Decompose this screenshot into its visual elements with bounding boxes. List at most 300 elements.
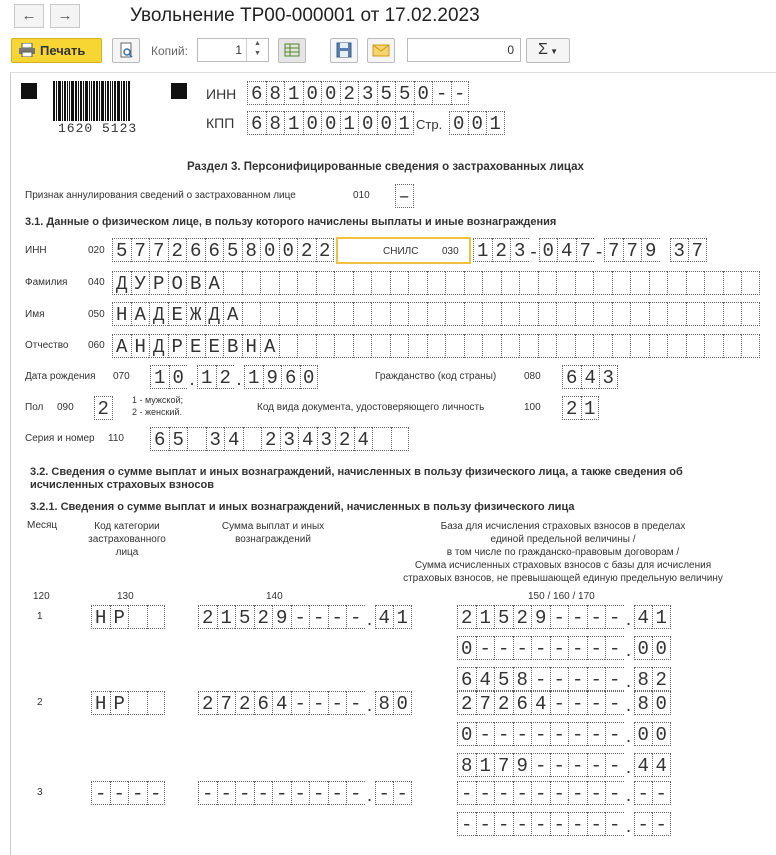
char-cell[interactable]: 7 (623, 238, 642, 262)
char-cell[interactable] (316, 302, 335, 326)
char-cell[interactable]: 0 (303, 111, 322, 135)
char-cell[interactable] (501, 334, 520, 358)
char-cell[interactable]: 3 (280, 427, 299, 451)
char-cell[interactable]: Р (149, 271, 168, 295)
char-cell[interactable]: 2 (335, 427, 354, 451)
char-cell[interactable]: - (254, 781, 273, 805)
char-cell[interactable]: 1 (486, 111, 505, 135)
char-cell[interactable]: Е (205, 334, 224, 358)
char-cell[interactable]: - (476, 781, 495, 805)
char-cell[interactable] (741, 302, 760, 326)
char-cell[interactable]: 8 (266, 111, 285, 135)
char-cell[interactable] (147, 605, 166, 629)
char-cell[interactable] (741, 271, 760, 295)
char-cell[interactable] (575, 334, 594, 358)
char-cell[interactable]: - (513, 781, 532, 805)
char-cell[interactable]: - (550, 605, 569, 629)
char-cell[interactable] (391, 427, 410, 451)
char-cell[interactable]: - (587, 605, 606, 629)
char-cell[interactable]: 6 (562, 365, 581, 389)
char-cell[interactable] (649, 334, 668, 358)
char-cell[interactable] (667, 271, 686, 295)
char-cell[interactable]: 9 (263, 365, 282, 389)
char-cell[interactable]: - (550, 753, 569, 777)
char-cell[interactable] (464, 271, 483, 295)
char-cell[interactable] (686, 302, 705, 326)
char-cell[interactable]: - (587, 691, 606, 715)
char-cell[interactable]: - (587, 667, 606, 691)
char-cell[interactable] (427, 334, 446, 358)
char-cell[interactable]: - (568, 812, 587, 836)
char-cell[interactable]: 2 (513, 605, 532, 629)
char-cell[interactable]: - (513, 722, 532, 746)
char-cell[interactable]: 2 (198, 605, 217, 629)
char-cell[interactable] (223, 271, 242, 295)
char-cell[interactable]: 6 (150, 427, 169, 451)
char-cell[interactable]: 7 (494, 753, 513, 777)
char-cell[interactable]: Н (112, 302, 131, 326)
char-cell[interactable]: 2 (652, 667, 671, 691)
print-button[interactable] (11, 38, 102, 63)
char-cell[interactable]: - (476, 722, 495, 746)
char-cell[interactable]: 4 (581, 365, 600, 389)
char-cell[interactable]: 4 (354, 427, 373, 451)
char-cell[interactable]: 6 (247, 81, 266, 105)
char-cell[interactable]: 1 (340, 111, 359, 135)
char-cell[interactable] (519, 334, 538, 358)
char-cell[interactable]: - (652, 812, 671, 836)
char-cell[interactable]: А (205, 271, 224, 295)
char-cell[interactable]: О (168, 271, 187, 295)
char-cell[interactable] (316, 271, 335, 295)
char-cell[interactable]: - (476, 636, 495, 660)
char-cell[interactable]: 0 (652, 722, 671, 746)
char-cell[interactable]: - (457, 781, 476, 805)
char-cell[interactable]: - (568, 636, 587, 660)
char-cell[interactable]: Ж (186, 302, 205, 326)
char-cell[interactable]: 2 (316, 238, 335, 262)
char-cell[interactable]: - (634, 812, 653, 836)
char-cell[interactable]: - (494, 636, 513, 660)
char-cell[interactable] (482, 302, 501, 326)
char-cell[interactable]: - (568, 667, 587, 691)
char-cell[interactable]: 0 (652, 636, 671, 660)
char-cell[interactable]: 0 (260, 238, 279, 262)
char-cell[interactable]: - (494, 781, 513, 805)
char-cell[interactable]: 3 (317, 427, 336, 451)
char-cell[interactable]: 7 (604, 238, 623, 262)
char-cell[interactable]: - (531, 781, 550, 805)
char-cell[interactable] (593, 302, 612, 326)
char-cell[interactable] (445, 302, 464, 326)
char-cell[interactable]: 0 (169, 365, 188, 389)
char-cell[interactable]: - (217, 781, 236, 805)
char-cell[interactable] (408, 302, 427, 326)
char-cell[interactable] (243, 427, 262, 451)
char-cell[interactable] (704, 302, 723, 326)
char-cell[interactable]: - (346, 605, 365, 629)
char-cell[interactable]: 6 (247, 111, 266, 135)
char-cell[interactable] (612, 302, 631, 326)
char-cell[interactable] (371, 302, 390, 326)
char-cell[interactable]: 4 (531, 691, 550, 715)
char-cell[interactable] (538, 334, 557, 358)
char-cell[interactable]: - (110, 781, 129, 805)
char-cell[interactable]: 5 (395, 81, 414, 105)
char-cell[interactable]: Р (110, 691, 129, 715)
char-cell[interactable]: Е (186, 334, 205, 358)
char-cell[interactable]: 5 (494, 605, 513, 629)
char-cell[interactable]: - (235, 781, 254, 805)
char-cell[interactable]: Н (242, 334, 261, 358)
char-cell[interactable] (649, 271, 668, 295)
char-cell[interactable]: 1 (581, 396, 600, 420)
char-cell[interactable] (593, 271, 612, 295)
char-cell[interactable]: - (291, 691, 310, 715)
char-cell[interactable]: - (652, 781, 671, 805)
char-cell[interactable]: 4 (375, 605, 394, 629)
char-cell[interactable]: 5 (235, 605, 254, 629)
char-cell[interactable]: 2 (198, 691, 217, 715)
char-cell[interactable]: - (531, 636, 550, 660)
char-cell[interactable]: 9 (641, 238, 660, 262)
char-cell[interactable] (575, 271, 594, 295)
char-cell[interactable] (501, 271, 520, 295)
sum-menu-button[interactable] (526, 38, 570, 63)
char-cell[interactable]: Е (168, 302, 187, 326)
char-cell[interactable] (297, 271, 316, 295)
char-cell[interactable]: 6 (457, 667, 476, 691)
char-cell[interactable]: 0 (358, 111, 377, 135)
char-cell[interactable]: 1 (652, 605, 671, 629)
char-cell[interactable] (316, 334, 335, 358)
char-cell[interactable] (593, 334, 612, 358)
char-cell[interactable] (575, 302, 594, 326)
char-cell[interactable]: - (309, 691, 328, 715)
char-cell[interactable]: 1 (217, 605, 236, 629)
char-cell[interactable] (445, 271, 464, 295)
char-cell[interactable]: 0 (321, 81, 340, 105)
char-cell[interactable] (464, 302, 483, 326)
char-cell[interactable]: - (309, 781, 328, 805)
char-cell[interactable]: 1 (393, 605, 412, 629)
char-cell[interactable]: 2 (297, 238, 316, 262)
char-cell[interactable]: - (605, 605, 624, 629)
char-cell[interactable]: - (587, 812, 606, 836)
char-cell[interactable]: 7 (131, 238, 150, 262)
char-cell[interactable]: Д (205, 302, 224, 326)
char-cell[interactable]: - (550, 781, 569, 805)
char-cell[interactable] (242, 302, 261, 326)
char-cell[interactable] (427, 302, 446, 326)
char-cell[interactable]: - (605, 812, 624, 836)
char-cell[interactable]: 0 (321, 111, 340, 135)
char-cell[interactable]: 4 (634, 605, 653, 629)
char-cell[interactable] (371, 271, 390, 295)
char-cell[interactable]: - (531, 722, 550, 746)
char-cell[interactable]: 0 (634, 722, 653, 746)
char-cell[interactable]: 3 (358, 81, 377, 105)
char-cell[interactable]: 0 (457, 722, 476, 746)
char-cell[interactable]: - (476, 812, 495, 836)
email-button[interactable] (367, 38, 395, 63)
char-cell[interactable] (390, 302, 409, 326)
char-cell[interactable]: 0 (393, 691, 412, 715)
char-cell[interactable] (538, 302, 557, 326)
char-cell[interactable] (260, 271, 279, 295)
char-cell[interactable]: 5 (169, 427, 188, 451)
char-cell[interactable]: 6 (186, 238, 205, 262)
char-cell[interactable]: 1 (476, 753, 495, 777)
char-cell[interactable]: - (531, 812, 550, 836)
char-cell[interactable] (649, 302, 668, 326)
char-cell[interactable]: - (568, 781, 587, 805)
save-button[interactable] (330, 38, 358, 63)
char-cell[interactable]: - (605, 691, 624, 715)
char-cell[interactable]: 9 (531, 605, 550, 629)
char-cell[interactable]: - (432, 81, 451, 105)
char-cell[interactable]: 6 (205, 238, 224, 262)
char-cell[interactable]: 1 (476, 605, 495, 629)
char-cell[interactable] (297, 334, 316, 358)
char-cell[interactable]: 3 (670, 238, 689, 262)
char-cell[interactable]: - (513, 636, 532, 660)
char-cell[interactable]: Р (110, 605, 129, 629)
char-cell[interactable]: 7 (149, 238, 168, 262)
char-cell[interactable]: 5 (112, 238, 131, 262)
char-cell[interactable]: А (223, 302, 242, 326)
char-cell[interactable]: 0 (652, 691, 671, 715)
char-cell[interactable]: - (309, 605, 328, 629)
char-cell[interactable] (147, 691, 166, 715)
char-cell[interactable]: 2 (235, 691, 254, 715)
char-cell[interactable] (279, 302, 298, 326)
char-cell[interactable]: - (272, 781, 291, 805)
char-cell[interactable] (612, 334, 631, 358)
char-cell[interactable]: 0 (377, 111, 396, 135)
char-cell[interactable]: - (587, 781, 606, 805)
char-cell[interactable]: 0 (279, 238, 298, 262)
char-cell[interactable]: - (375, 781, 394, 805)
char-cell[interactable]: 7 (688, 238, 707, 262)
char-cell[interactable] (371, 334, 390, 358)
char-cell[interactable]: А (112, 334, 131, 358)
char-cell[interactable]: - (550, 667, 569, 691)
char-cell[interactable] (630, 302, 649, 326)
char-cell[interactable]: 9 (272, 605, 291, 629)
char-cell[interactable]: - (494, 812, 513, 836)
char-cell[interactable]: - (531, 667, 550, 691)
char-cell[interactable]: Р (168, 334, 187, 358)
char-cell[interactable]: В (223, 334, 242, 358)
char-cell[interactable] (464, 334, 483, 358)
char-cell[interactable]: 3 (599, 365, 618, 389)
char-cell[interactable]: 5 (494, 667, 513, 691)
char-cell[interactable]: 0 (457, 636, 476, 660)
char-cell[interactable] (445, 334, 464, 358)
char-cell[interactable] (353, 302, 372, 326)
char-cell[interactable]: 8 (266, 81, 285, 105)
char-cell[interactable] (334, 271, 353, 295)
char-cell[interactable]: 5 (377, 81, 396, 105)
char-cell[interactable] (427, 271, 446, 295)
char-cell[interactable]: 8 (634, 667, 653, 691)
char-cell[interactable]: А (131, 302, 150, 326)
char-cell[interactable]: Н (91, 605, 110, 629)
char-cell[interactable]: 0 (300, 365, 319, 389)
char-cell[interactable]: - (393, 781, 412, 805)
char-cell[interactable]: - (587, 636, 606, 660)
char-cell[interactable]: - (328, 605, 347, 629)
char-cell[interactable]: 9 (513, 753, 532, 777)
char-cell[interactable] (704, 334, 723, 358)
char-cell[interactable]: - (513, 812, 532, 836)
char-cell[interactable]: 6 (513, 691, 532, 715)
char-cell[interactable]: 4 (224, 427, 243, 451)
char-cell[interactable]: - (550, 812, 569, 836)
char-cell[interactable]: 2 (457, 605, 476, 629)
edit-mode-button[interactable] (278, 38, 306, 63)
char-cell[interactable]: 8 (457, 753, 476, 777)
char-cell[interactable]: - (198, 781, 217, 805)
char-cell[interactable] (353, 334, 372, 358)
char-cell[interactable]: 7 (576, 238, 595, 262)
char-cell[interactable]: - (147, 781, 166, 805)
back-button[interactable]: ← (14, 4, 44, 28)
char-cell[interactable]: - (91, 781, 110, 805)
char-cell[interactable]: - (494, 722, 513, 746)
char-cell[interactable]: Н (131, 334, 150, 358)
char-cell[interactable] (556, 302, 575, 326)
char-cell[interactable]: 2 (492, 238, 511, 262)
char-cell[interactable]: 8 (242, 238, 261, 262)
char-cell[interactable]: А (260, 334, 279, 358)
char-cell[interactable]: - (605, 781, 624, 805)
char-cell[interactable]: 0 (449, 111, 468, 135)
char-cell[interactable] (686, 271, 705, 295)
char-cell[interactable]: В (186, 271, 205, 295)
char-cell[interactable]: 4 (652, 753, 671, 777)
char-cell[interactable]: 4 (557, 238, 576, 262)
char-cell[interactable] (556, 334, 575, 358)
char-cell[interactable] (519, 271, 538, 295)
char-cell[interactable] (390, 271, 409, 295)
char-cell[interactable]: 1 (473, 238, 492, 262)
char-cell[interactable]: 8 (375, 691, 394, 715)
char-cell[interactable] (482, 271, 501, 295)
char-cell[interactable] (612, 271, 631, 295)
char-cell[interactable]: - (328, 781, 347, 805)
char-cell[interactable]: 5 (223, 238, 242, 262)
char-cell[interactable] (260, 302, 279, 326)
char-cell[interactable]: 4 (476, 667, 495, 691)
char-cell[interactable] (128, 691, 147, 715)
char-cell[interactable]: - (605, 722, 624, 746)
char-cell[interactable]: Д (149, 302, 168, 326)
char-cell[interactable]: - (605, 636, 624, 660)
char-cell[interactable]: 2 (254, 605, 273, 629)
char-cell[interactable]: У (131, 271, 150, 295)
char-cell[interactable]: 0 (468, 111, 487, 135)
char-cell[interactable]: - (587, 722, 606, 746)
char-cell[interactable]: - (568, 753, 587, 777)
char-cell[interactable]: - (291, 605, 310, 629)
char-cell[interactable]: 3 (206, 427, 225, 451)
char-cell[interactable] (741, 334, 760, 358)
char-cell[interactable]: 3 (510, 238, 529, 262)
char-cell[interactable] (630, 271, 649, 295)
char-cell[interactable]: 1 (284, 81, 303, 105)
char-cell[interactable]: 8 (513, 667, 532, 691)
char-cell[interactable]: 4 (272, 691, 291, 715)
char-cell[interactable] (723, 302, 742, 326)
char-cell[interactable] (704, 271, 723, 295)
char-cell[interactable] (353, 271, 372, 295)
char-cell[interactable] (408, 271, 427, 295)
char-cell[interactable]: 0 (414, 81, 433, 105)
char-cell[interactable] (408, 334, 427, 358)
char-cell[interactable] (242, 271, 261, 295)
char-cell[interactable]: - (605, 753, 624, 777)
char-cell[interactable] (667, 302, 686, 326)
char-cell[interactable]: 2 (457, 691, 476, 715)
char-cell[interactable]: - (568, 722, 587, 746)
char-cell[interactable]: - (550, 636, 569, 660)
char-cell[interactable]: 7 (476, 691, 495, 715)
char-cell[interactable]: 2 (168, 238, 187, 262)
char-cell[interactable] (556, 271, 575, 295)
char-cell[interactable]: 1 (395, 111, 414, 135)
preview-button[interactable] (112, 38, 140, 63)
char-cell[interactable]: 6 (281, 365, 300, 389)
char-cell[interactable]: 8 (634, 691, 653, 715)
char-cell[interactable]: 2 (340, 81, 359, 105)
char-cell[interactable]: - (605, 667, 624, 691)
char-cell[interactable]: - (451, 81, 470, 105)
char-cell[interactable]: 0 (634, 636, 653, 660)
char-cell[interactable]: - (457, 812, 476, 836)
char-cell[interactable]: - (550, 691, 569, 715)
char-cell[interactable]: - (550, 722, 569, 746)
char-cell[interactable] (334, 334, 353, 358)
char-cell[interactable] (297, 302, 316, 326)
forward-button[interactable]: → (50, 4, 80, 28)
char-cell[interactable]: 1 (284, 111, 303, 135)
char-cell[interactable] (723, 334, 742, 358)
copies-stepper[interactable]: ▲ ▼ (246, 39, 268, 61)
char-cell[interactable] (686, 334, 705, 358)
char-cell[interactable] (538, 271, 557, 295)
char-cell[interactable]: 7 (217, 691, 236, 715)
char-cell[interactable] (279, 334, 298, 358)
char-cell[interactable]: Д (149, 334, 168, 358)
char-cell[interactable] (482, 334, 501, 358)
char-cell[interactable]: Д (112, 271, 131, 295)
char-cell[interactable] (334, 302, 353, 326)
char-cell[interactable]: - (587, 753, 606, 777)
char-cell[interactable]: - (346, 691, 365, 715)
char-cell[interactable]: - (568, 691, 587, 715)
char-cell[interactable] (501, 302, 520, 326)
char-cell[interactable]: - (328, 691, 347, 715)
char-cell[interactable] (187, 427, 206, 451)
char-cell[interactable]: 2 (494, 691, 513, 715)
snils-field-selected[interactable] (336, 237, 471, 264)
char-cell[interactable] (390, 334, 409, 358)
char-cell[interactable] (630, 334, 649, 358)
char-cell[interactable]: 4 (634, 753, 653, 777)
char-cell[interactable]: - (291, 781, 310, 805)
